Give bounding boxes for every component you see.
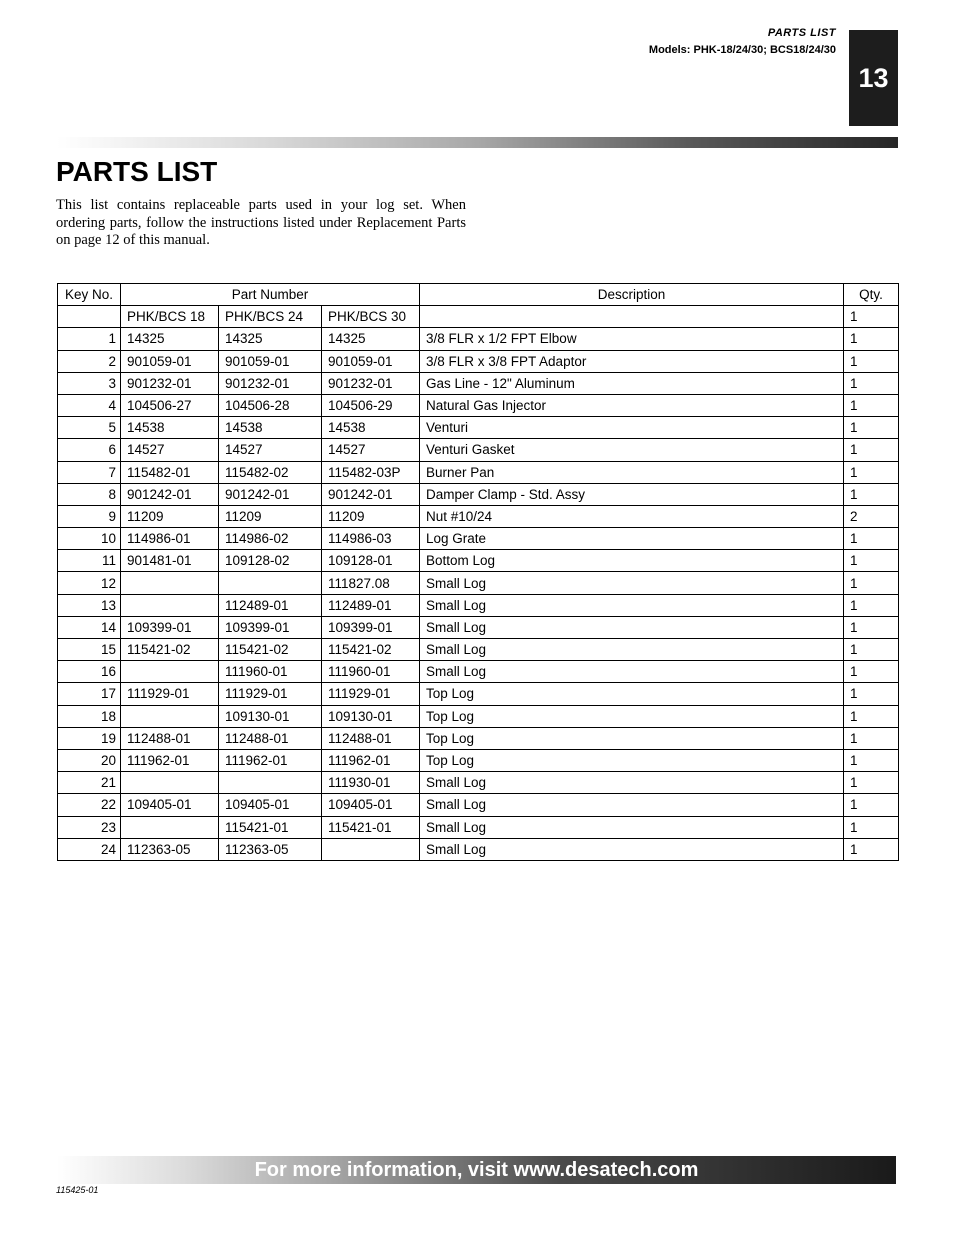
part-number-24-cell: 109399-01 — [219, 616, 322, 638]
part-number-24-cell: 109128-02 — [219, 550, 322, 572]
part-number-30-cell: 115421-01 — [322, 816, 420, 838]
part-number-24-cell: 115421-02 — [219, 639, 322, 661]
table-row — [58, 838, 899, 860]
part-number-18-cell: 112363-05 — [121, 838, 219, 860]
qty-cell: 1 — [844, 816, 899, 838]
key-no-cell: 24 — [58, 838, 121, 860]
part-number-24-cell: 14325 — [219, 328, 322, 350]
table-row — [58, 372, 899, 394]
page-number-tab: 13 — [849, 30, 898, 126]
part-number-30-cell: 104506-29 — [322, 394, 420, 416]
description-cell: Small Log — [420, 838, 844, 860]
table-row — [58, 439, 899, 461]
description-cell: Small Log — [420, 794, 844, 816]
qty-cell: 1 — [844, 328, 899, 350]
part-number-18-cell: 901481-01 — [121, 550, 219, 572]
description-cell: Log Grate — [420, 528, 844, 550]
header-part-number: Part Number — [121, 284, 420, 306]
part-number-30-cell — [322, 838, 420, 860]
part-number-24-cell — [219, 772, 322, 794]
table-row — [58, 350, 899, 372]
document-number: 115425-01 — [56, 1185, 99, 1195]
part-number-30-cell: 115482-03P — [322, 461, 420, 483]
qty-cell: 1 — [844, 594, 899, 616]
part-number-24-cell: 111962-01 — [219, 749, 322, 771]
part-number-18-cell: 114986-01 — [121, 528, 219, 550]
part-number-18-cell: 109399-01 — [121, 616, 219, 638]
description-cell: Small Log — [420, 572, 844, 594]
table-row — [58, 616, 899, 638]
part-number-30-cell: 115421-02 — [322, 639, 420, 661]
qty-cell: 1 — [844, 350, 899, 372]
qty-cell: 1 — [844, 794, 899, 816]
qty-cell: 1 — [844, 528, 899, 550]
part-number-30-cell: 114986-03 — [322, 528, 420, 550]
table-row — [58, 639, 899, 661]
subheader-model-30: PHK/BCS 30 — [322, 306, 420, 328]
part-number-30-cell: 901059-01 — [322, 350, 420, 372]
model-subheader-row — [58, 306, 899, 328]
part-number-18-cell: 111929-01 — [121, 683, 219, 705]
table-row — [58, 528, 899, 550]
key-no-cell: 15 — [58, 639, 121, 661]
table-row — [58, 417, 899, 439]
part-number-18-cell: 111962-01 — [121, 749, 219, 771]
page-title: PARTS LIST — [56, 156, 218, 187]
key-no-cell: 4 — [58, 394, 121, 416]
key-no-cell: 21 — [58, 772, 121, 794]
header-qty: Qty. — [844, 284, 899, 306]
part-number-30-cell: 109128-01 — [322, 550, 420, 572]
key-no-cell: 19 — [58, 727, 121, 749]
part-number-24-cell: 104506-28 — [219, 394, 322, 416]
description-cell: Gas Line - 12" Aluminum — [420, 372, 844, 394]
description-cell: Small Log — [420, 816, 844, 838]
key-no-cell: 3 — [58, 372, 121, 394]
description-cell: Small Log — [420, 661, 844, 683]
part-number-30-cell: 111962-01 — [322, 749, 420, 771]
part-number-24-cell: 112489-01 — [219, 594, 322, 616]
part-number-24-cell: 109130-01 — [219, 705, 322, 727]
key-no-cell: 5 — [58, 417, 121, 439]
part-number-24-cell: 111960-01 — [219, 661, 322, 683]
table-row — [58, 772, 899, 794]
part-number-24-cell — [219, 572, 322, 594]
part-number-18-cell: 104506-27 — [121, 394, 219, 416]
key-no-cell: 23 — [58, 816, 121, 838]
part-number-18-cell: 115421-02 — [121, 639, 219, 661]
part-number-18-cell — [121, 705, 219, 727]
part-number-18-cell: 112488-01 — [121, 727, 219, 749]
part-number-18-cell — [121, 816, 219, 838]
table-row — [58, 661, 899, 683]
description-cell: Top Log — [420, 749, 844, 771]
subheader-qty: 1 — [844, 306, 899, 328]
part-number-18-cell: 14325 — [121, 328, 219, 350]
table-row — [58, 594, 899, 616]
key-no-cell: 6 — [58, 439, 121, 461]
description-cell: Damper Clamp - Std. Assy — [420, 483, 844, 505]
part-number-18-cell: 109405-01 — [121, 794, 219, 816]
table-row — [58, 394, 899, 416]
description-cell: Small Log — [420, 594, 844, 616]
description-cell: 3/8 FLR x 1/2 FPT Elbow — [420, 328, 844, 350]
qty-cell: 1 — [844, 417, 899, 439]
part-number-24-cell: 115482-02 — [219, 461, 322, 483]
part-number-18-cell: 901232-01 — [121, 372, 219, 394]
qty-cell: 1 — [844, 683, 899, 705]
qty-cell: 1 — [844, 439, 899, 461]
table-row — [58, 794, 899, 816]
part-number-30-cell: 111930-01 — [322, 772, 420, 794]
part-number-24-cell: 115421-01 — [219, 816, 322, 838]
description-cell: Small Log — [420, 616, 844, 638]
qty-cell: 1 — [844, 661, 899, 683]
part-number-18-cell: 901242-01 — [121, 483, 219, 505]
part-number-18-cell — [121, 594, 219, 616]
subheader-description-cell — [420, 306, 844, 328]
footer-info-text: For more information, visit www.desatech.com — [254, 1158, 699, 1181]
part-number-24-cell: 11209 — [219, 505, 322, 527]
part-number-30-cell: 901232-01 — [322, 372, 420, 394]
key-no-cell: 1 — [58, 328, 121, 350]
subheader-model-18: PHK/BCS 18 — [121, 306, 219, 328]
parts-table — [57, 283, 899, 861]
part-number-18-cell: 115482-01 — [121, 461, 219, 483]
part-number-30-cell: 111960-01 — [322, 661, 420, 683]
description-cell: Natural Gas Injector — [420, 394, 844, 416]
part-number-18-cell: 11209 — [121, 505, 219, 527]
qty-cell: 1 — [844, 838, 899, 860]
qty-cell: 1 — [844, 572, 899, 594]
part-number-24-cell: 114986-02 — [219, 528, 322, 550]
running-header-models: Models: PHK-18/24/30; BCS18/24/30 — [648, 44, 836, 56]
qty-cell: 1 — [844, 705, 899, 727]
description-cell: Burner Pan — [420, 461, 844, 483]
table-row — [58, 727, 899, 749]
header-gradient-bar — [57, 137, 898, 148]
part-number-18-cell — [121, 572, 219, 594]
table-row — [58, 683, 899, 705]
qty-cell: 1 — [844, 483, 899, 505]
part-number-18-cell — [121, 772, 219, 794]
key-no-cell: 13 — [58, 594, 121, 616]
qty-cell: 1 — [844, 727, 899, 749]
table-row — [58, 461, 899, 483]
description-cell: Top Log — [420, 705, 844, 727]
footer-info-bar — [57, 1156, 896, 1184]
table-row — [58, 505, 899, 527]
description-cell: Bottom Log — [420, 550, 844, 572]
part-number-24-cell: 901232-01 — [219, 372, 322, 394]
part-number-30-cell: 14325 — [322, 328, 420, 350]
part-number-24-cell: 901059-01 — [219, 350, 322, 372]
key-no-cell: 11 — [58, 550, 121, 572]
description-cell: Small Log — [420, 772, 844, 794]
part-number-24-cell: 112488-01 — [219, 727, 322, 749]
qty-cell: 1 — [844, 772, 899, 794]
header-description: Description — [420, 284, 844, 306]
table-row — [58, 816, 899, 838]
part-number-18-cell: 901059-01 — [121, 350, 219, 372]
part-number-30-cell: 111929-01 — [322, 683, 420, 705]
description-cell: Top Log — [420, 727, 844, 749]
qty-cell: 1 — [844, 461, 899, 483]
part-number-24-cell: 901242-01 — [219, 483, 322, 505]
table-row — [58, 705, 899, 727]
table-row — [58, 572, 899, 594]
qty-cell: 2 — [844, 505, 899, 527]
part-number-18-cell: 14538 — [121, 417, 219, 439]
subheader-model-24: PHK/BCS 24 — [219, 306, 322, 328]
description-cell: Nut #10/24 — [420, 505, 844, 527]
part-number-30-cell: 109405-01 — [322, 794, 420, 816]
key-no-cell: 9 — [58, 505, 121, 527]
part-number-24-cell: 112363-05 — [219, 838, 322, 860]
intro-paragraph: This list contains replaceable parts used in your log set. When ordering parts, follow the instructions listed under Replacement Parts on page 12 of this manual. — [56, 197, 466, 248]
key-no-cell: 14 — [58, 616, 121, 638]
description-cell: Venturi — [420, 417, 844, 439]
key-no-cell: 7 — [58, 461, 121, 483]
running-header-section: PARTS LIST — [767, 27, 836, 39]
key-no-cell: 16 — [58, 661, 121, 683]
description-cell: 3/8 FLR x 3/8 FPT Adaptor — [420, 350, 844, 372]
key-no-cell: 12 — [58, 572, 121, 594]
part-number-18-cell: 14527 — [121, 439, 219, 461]
table-row — [58, 483, 899, 505]
description-cell: Small Log — [420, 639, 844, 661]
table-row — [58, 328, 899, 350]
key-no-cell: 22 — [58, 794, 121, 816]
table-row — [58, 550, 899, 572]
key-no-cell: 17 — [58, 683, 121, 705]
part-number-18-cell — [121, 661, 219, 683]
table-header-row — [58, 284, 899, 306]
part-number-30-cell: 11209 — [322, 505, 420, 527]
qty-cell: 1 — [844, 749, 899, 771]
description-cell: Venturi Gasket — [420, 439, 844, 461]
part-number-30-cell: 14527 — [322, 439, 420, 461]
part-number-30-cell: 109399-01 — [322, 616, 420, 638]
part-number-30-cell: 112488-01 — [322, 727, 420, 749]
part-number-30-cell: 109130-01 — [322, 705, 420, 727]
part-number-30-cell: 111827.08 — [322, 572, 420, 594]
part-number-30-cell: 901242-01 — [322, 483, 420, 505]
qty-cell: 1 — [844, 616, 899, 638]
qty-cell: 1 — [844, 550, 899, 572]
part-number-24-cell: 14538 — [219, 417, 322, 439]
key-no-cell: 8 — [58, 483, 121, 505]
table-row — [58, 749, 899, 771]
part-number-30-cell: 112489-01 — [322, 594, 420, 616]
key-no-cell: 2 — [58, 350, 121, 372]
part-number-30-cell: 14538 — [322, 417, 420, 439]
key-no-cell: 20 — [58, 749, 121, 771]
part-number-24-cell: 109405-01 — [219, 794, 322, 816]
qty-cell: 1 — [844, 372, 899, 394]
qty-cell: 1 — [844, 639, 899, 661]
part-number-24-cell: 14527 — [219, 439, 322, 461]
subheader-key-cell — [58, 306, 121, 328]
description-cell: Top Log — [420, 683, 844, 705]
key-no-cell: 10 — [58, 528, 121, 550]
header-key-no: Key No. — [58, 284, 121, 306]
key-no-cell: 18 — [58, 705, 121, 727]
qty-cell: 1 — [844, 394, 899, 416]
part-number-24-cell: 111929-01 — [219, 683, 322, 705]
